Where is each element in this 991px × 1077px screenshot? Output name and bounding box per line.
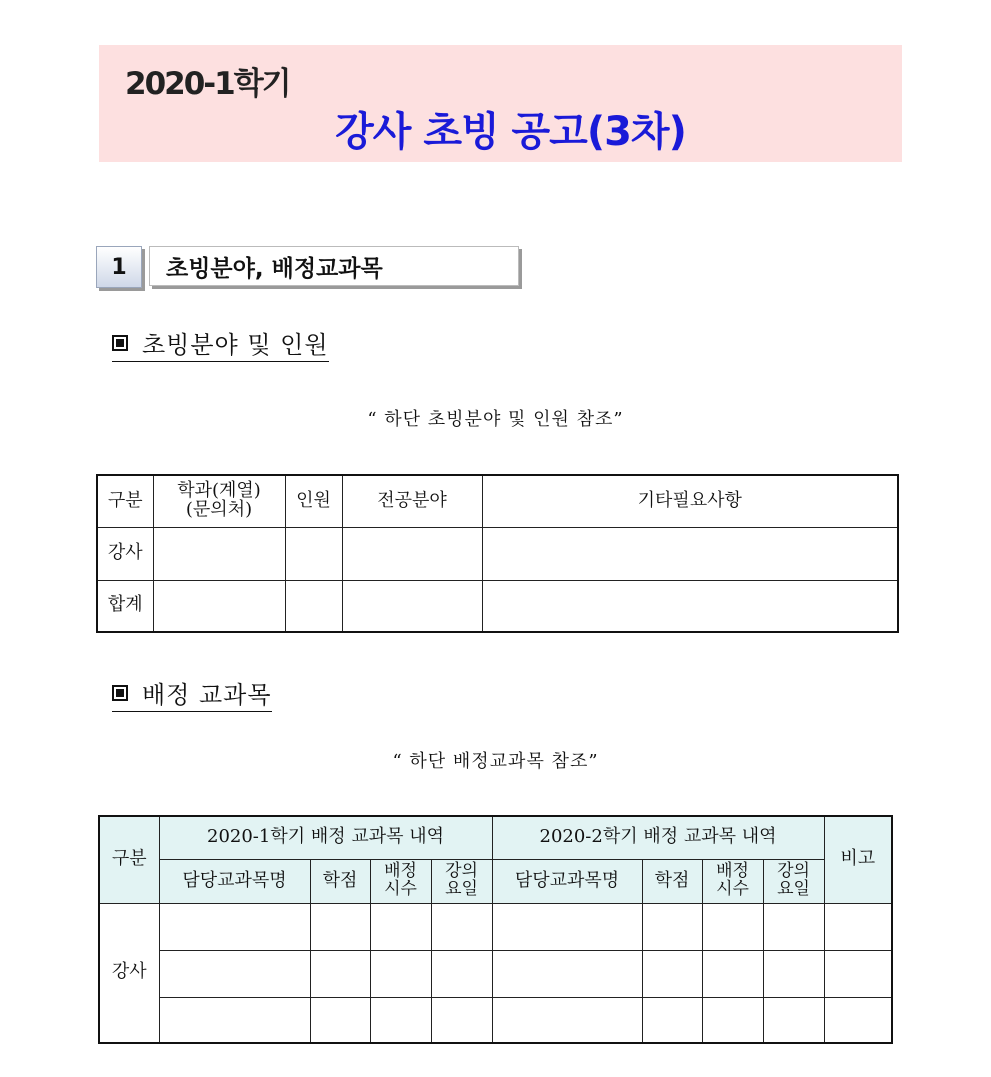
- row-label: 강사: [97, 527, 153, 580]
- header-credit: 학점: [310, 859, 370, 903]
- page-title: 강사 초빙 공고(3차): [335, 109, 686, 155]
- table-row: [99, 903, 892, 950]
- header-department: [153, 475, 285, 527]
- header-day-line2: 요일: [445, 879, 478, 899]
- cell-count[interactable]: [285, 580, 342, 632]
- header-course-name: 담당교과목명: [492, 859, 642, 903]
- cell-credit[interactable]: [310, 997, 370, 1043]
- table-row: [97, 580, 898, 632]
- cell-day[interactable]: [431, 997, 492, 1043]
- cell-day[interactable]: [431, 950, 492, 997]
- header-hours-line2: 시수: [384, 879, 417, 899]
- header-count: 인원: [285, 475, 342, 527]
- cell-hours[interactable]: [702, 903, 763, 950]
- cell-course[interactable]: [159, 903, 310, 950]
- section-title: 초빙분야, 배정교과목: [149, 246, 519, 286]
- cell-day[interactable]: [763, 950, 824, 997]
- cell-hours[interactable]: [370, 950, 431, 997]
- cell-department[interactable]: [153, 580, 285, 632]
- cell-course[interactable]: [492, 950, 642, 997]
- header-hours-line2: 시수: [716, 879, 749, 899]
- cell-remarks[interactable]: [824, 903, 892, 950]
- subheading-courses-text: 배정 교과목: [142, 681, 272, 709]
- header-category: 구분: [99, 816, 159, 903]
- filled-square-icon: [112, 685, 128, 701]
- cell-course[interactable]: [159, 997, 310, 1043]
- cell-hours[interactable]: [370, 903, 431, 950]
- cell-other[interactable]: [482, 580, 898, 632]
- header-hours: [702, 859, 763, 903]
- cell-remarks[interactable]: [824, 950, 892, 997]
- header-day-line2: 요일: [777, 879, 810, 899]
- cell-hours[interactable]: [370, 997, 431, 1043]
- header-day: [763, 859, 824, 903]
- cell-remarks[interactable]: [824, 997, 892, 1043]
- cell-credit[interactable]: [642, 997, 702, 1043]
- cell-credit[interactable]: [310, 903, 370, 950]
- header-day-line1: 강의: [777, 861, 810, 882]
- filled-square-icon: [112, 335, 128, 351]
- header-category: 구분: [97, 475, 153, 527]
- header-semester2: 2020-2학기 배정 교과목 내역: [492, 816, 824, 859]
- cell-day[interactable]: [763, 997, 824, 1043]
- table-row: [97, 527, 898, 580]
- cell-count[interactable]: [285, 527, 342, 580]
- cell-credit[interactable]: [642, 903, 702, 950]
- section-number: 1: [96, 246, 142, 288]
- semester-label: 2020-1학기: [125, 66, 290, 102]
- cell-other[interactable]: [482, 527, 898, 580]
- header-day-line1: 강의: [445, 861, 478, 882]
- cell-hours[interactable]: [702, 997, 763, 1043]
- cell-day[interactable]: [431, 903, 492, 950]
- cell-major[interactable]: [342, 527, 482, 580]
- header-semester1: 2020-1학기 배정 교과목 내역: [159, 816, 492, 859]
- row-label: 강사: [99, 903, 159, 1043]
- cell-department[interactable]: [153, 527, 285, 580]
- cell-day[interactable]: [763, 903, 824, 950]
- header-major: 전공분야: [342, 475, 482, 527]
- cell-credit[interactable]: [310, 950, 370, 997]
- courses-note: “ 하단 배정교과목 참조”: [392, 751, 599, 772]
- courses-table: [98, 815, 893, 1044]
- table-row: [99, 950, 892, 997]
- recruitment-table: [96, 474, 899, 633]
- header-credit: 학점: [642, 859, 702, 903]
- header-department-line1: 학과(계열): [177, 480, 261, 502]
- header-day: [431, 859, 492, 903]
- header-hours-line1: 배정: [716, 861, 749, 882]
- cell-hours[interactable]: [702, 950, 763, 997]
- subheading-recruitment-text: 초빙분야 및 인원: [142, 331, 329, 359]
- cell-course[interactable]: [492, 997, 642, 1043]
- cell-course[interactable]: [159, 950, 310, 997]
- cell-course[interactable]: [492, 903, 642, 950]
- table-row: [99, 997, 892, 1043]
- header-remarks: 비고: [824, 816, 892, 903]
- recruitment-note: “ 하단 초빙분야 및 인원 참조”: [367, 409, 624, 430]
- cell-credit[interactable]: [642, 950, 702, 997]
- cell-major[interactable]: [342, 580, 482, 632]
- row-label: 합계: [97, 580, 153, 632]
- header-hours: [370, 859, 431, 903]
- subheading-courses: [112, 675, 272, 712]
- subheading-recruitment: [112, 325, 329, 362]
- header-hours-line1: 배정: [384, 861, 417, 882]
- header-department-line2: (문의처): [185, 499, 253, 521]
- header-other: 기타필요사항: [482, 475, 898, 527]
- header-course-name: 담당교과목명: [159, 859, 310, 903]
